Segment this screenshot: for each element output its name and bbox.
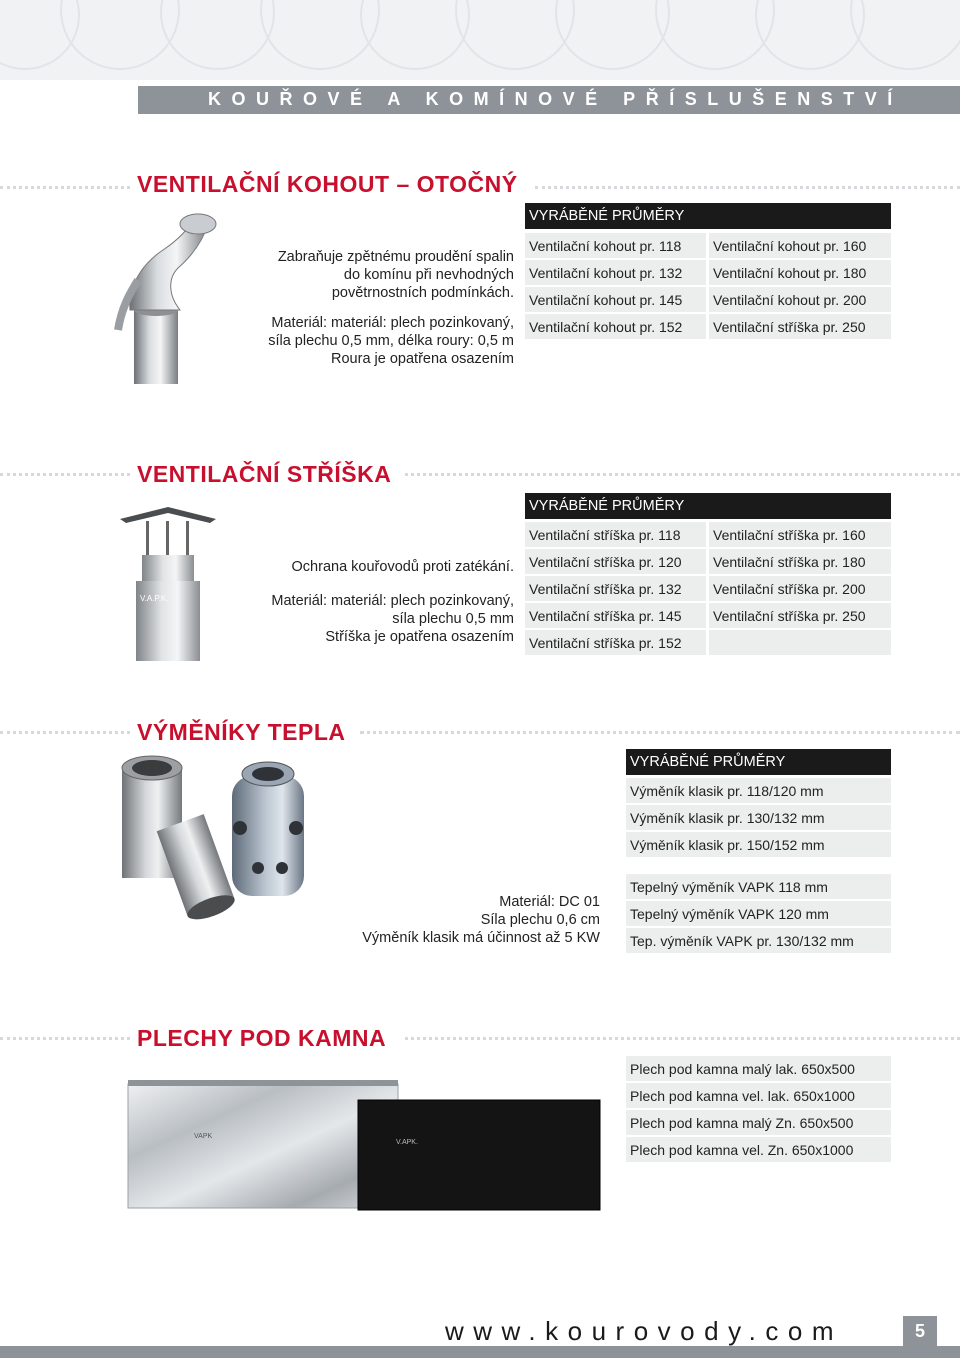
table-cell: Výměník klasik pr. 130/132 mm [626,805,891,830]
section-divider [0,186,130,189]
table-cell: Ventilační kohout pr. 132 [525,260,706,285]
table-cell: Tepelný výměník VAPK 120 mm [626,901,891,926]
description-line: Materiál: materiál: plech pozinkovaný, [271,315,514,331]
table-cell: Výměník klasik pr. 150/152 mm [626,832,891,857]
table-cell: Ventilační stříška pr. 250 [709,314,891,339]
table-cell: Ventilační kohout pr. 152 [525,314,706,339]
ventilation-cowl-image [108,210,218,388]
table-cell: Tepelný výměník VAPK 118 mm [626,874,891,899]
description-line: do komínu při nevhodných [343,267,514,283]
table-cell: Ventilační stříška pr. 180 [709,549,891,574]
table-cell: Ventilační stříška pr. 160 [709,522,891,547]
table-cell [709,630,891,655]
table-cell: Ventilační stříška pr. 120 [525,549,706,574]
diameters-table [525,203,891,343]
section-divider [535,186,960,189]
heat-exchangers-image [112,748,322,928]
image-label: V.A.P.K. [140,594,169,603]
section-description [330,893,600,947]
table-cell: Ventilační kohout pr. 145 [525,287,706,312]
description-line: Zabraňuje zpětnému proudění spalin [277,249,514,265]
image-label: V.APK. [396,1139,418,1146]
table-cell: Ventilační stříška pr. 118 [525,522,706,547]
table-header: VYRÁBĚNÉ PRŮMĚRY [626,749,891,775]
table-cell: Výměník klasik pr. 118/120 mm [626,778,891,803]
section-divider [0,1037,130,1040]
table-cell: Plech pod kamna malý lak. 650x500 [626,1056,891,1081]
section-title-vymeniky-tepla: VÝMĚNÍKY TEPLA [137,719,346,745]
table-cell: Ventilační stříška pr. 145 [525,603,706,628]
table-cell: Ventilační stříška pr. 200 [709,576,891,601]
description-line: Roura je opatřena osazením [331,351,514,367]
ventilation-cap-image [118,505,218,663]
page-header-title: KOUŘOVÉ A KOMÍNOVÉ PŘÍSLUŠENSTVÍ [208,89,903,109]
description-line: síla plechu 0,5 mm, délka roury: 0,5 m [268,333,514,349]
table-cell: Ventilační kohout pr. 180 [709,260,891,285]
page-number-badge: 5 [903,1316,937,1346]
description-line: povětrnostních podmínkách. [331,285,514,301]
section-divider [405,473,960,476]
table-cell: Plech pod kamna vel. lak. 650x1000 [626,1083,891,1108]
table-cell: Ventilační stříška pr. 250 [709,603,891,628]
description-line: Stříška je opatřena osazením [325,629,514,645]
table-header: VYRÁBĚNÉ PRŮMĚRY [525,203,891,229]
section-divider [405,1037,960,1040]
image-label: VAPK [194,1133,213,1140]
section-divider [0,473,130,476]
stove-plates-table [626,1056,891,1166]
footer-website-link[interactable]: www.kourovody.com [445,1316,843,1346]
table-cell: Ventilační kohout pr. 118 [525,233,706,258]
description-line: Ochrana kouřovodů proti zatékání. [291,559,514,575]
section-description [230,558,514,646]
table-cell: Ventilační kohout pr. 200 [709,287,891,312]
description-line: Materiál: materiál: plech pozinkovaný, [271,593,514,609]
description-line: Materiál: DC 01 [499,894,600,910]
table-cell: Tep. výměník VAPK pr. 130/132 mm [626,928,891,953]
table-cell: Plech pod kamna malý Zn. 650x500 [626,1110,891,1135]
description-line: Výměník klasik má účinnost až 5 KW [362,930,600,946]
section-title-ventilacni-kohout: VENTILAČNÍ KOHOUT – OTOČNÝ [137,171,518,197]
table-header: VYRÁBĚNÉ PRŮMĚRY [525,493,891,519]
section-title-ventilacni-striska: VENTILAČNÍ STŘÍŠKA [137,461,392,487]
section-divider [360,731,960,734]
diameters-table [525,493,891,658]
header-decoration [0,0,960,80]
stove-plates-image [126,1078,610,1212]
section-title-plechy-pod-kamna: PLECHY POD KAMNA [137,1025,387,1051]
description-line: Síla plechu 0,6 cm [480,912,600,928]
section-description [230,248,514,368]
diameters-table [626,749,891,859]
table-cell: Ventilační kohout pr. 160 [709,233,891,258]
table-cell: Ventilační stříška pr. 152 [525,630,706,655]
description-line: síla plechu 0,5 mm [392,611,514,627]
table-cell: Ventilační stříška pr. 132 [525,576,706,601]
section-divider [0,731,130,734]
footer-band [0,1346,960,1358]
table-cell: Plech pod kamna vel. Zn. 650x1000 [626,1137,891,1162]
vapk-table [626,874,891,956]
